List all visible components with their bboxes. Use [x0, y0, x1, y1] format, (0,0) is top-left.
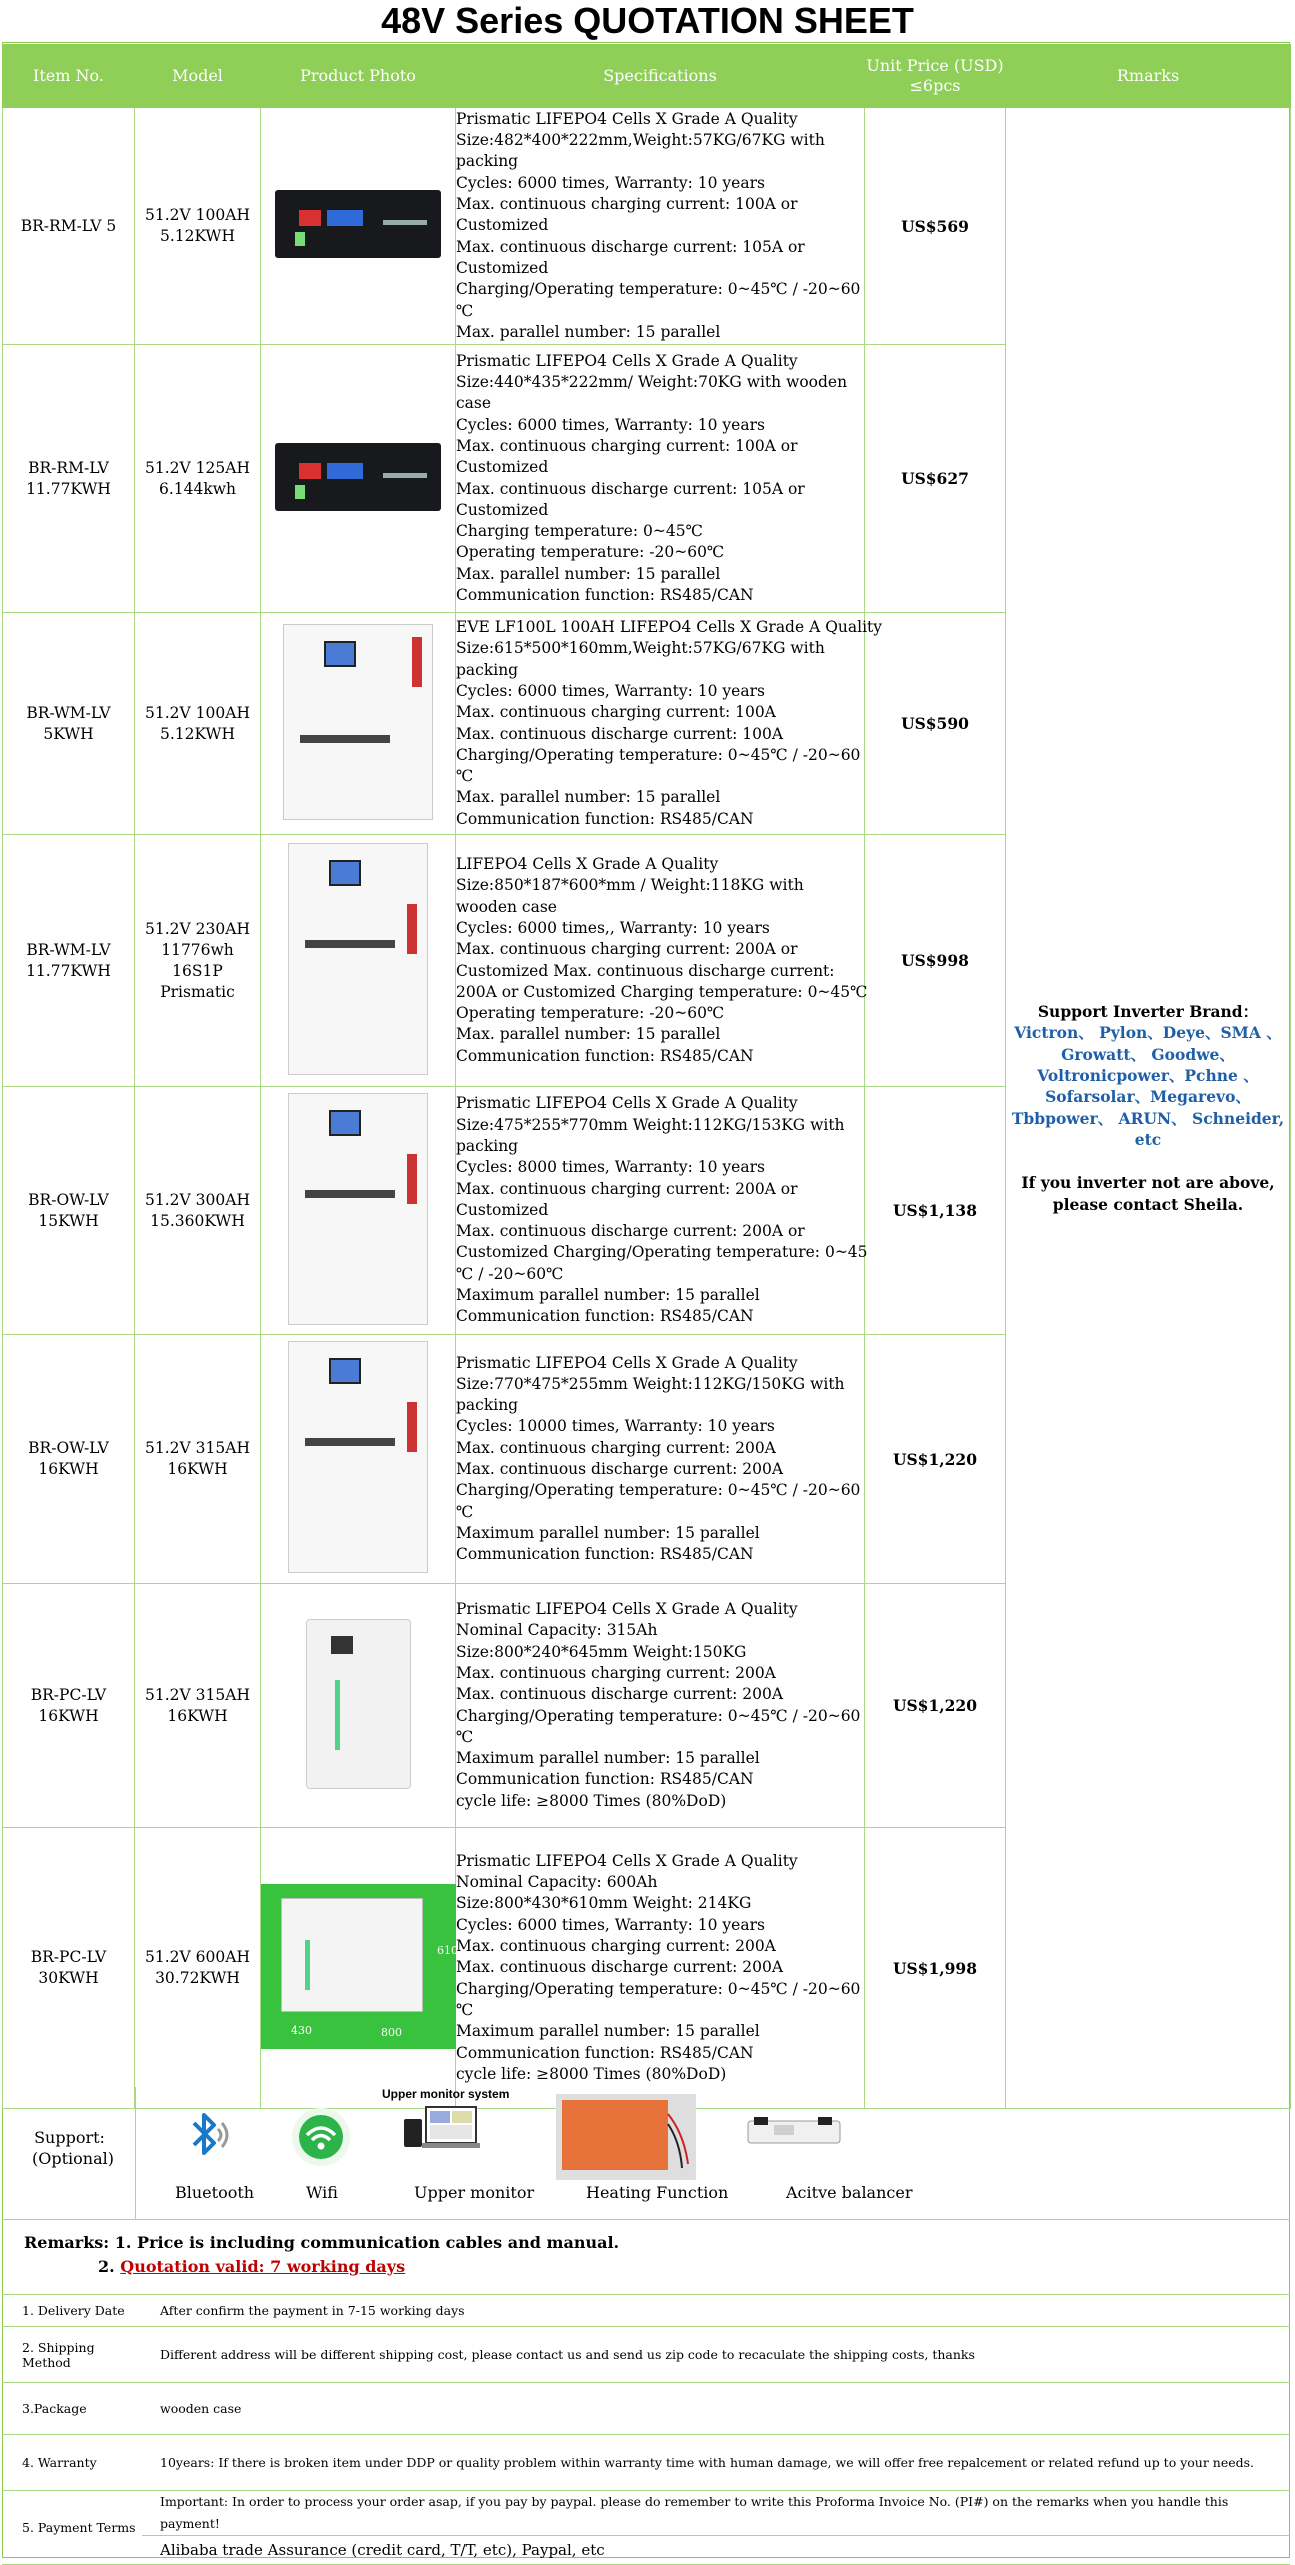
rack-battery-icon — [275, 443, 441, 511]
spec-line: Max. continuous charging current: 100A — [456, 703, 776, 722]
spec-line: Max. continuous discharge current: 200A or — [456, 1222, 805, 1241]
spec-line: Communication function: RS485/CAN — [456, 1545, 754, 1564]
spec-line: Max. continuous charging current: 200A — [456, 1663, 776, 1682]
spec-line: Prismatic LIFEPO4 Cells X Grade A Quality — [456, 1851, 798, 1870]
specifications-cell — [456, 1584, 865, 1828]
term-row-package — [2, 2383, 1290, 2435]
unit-price-cell: US$1,220 — [865, 1335, 1006, 1584]
bluetooth-icon — [180, 2107, 230, 2171]
spec-line: Max. continuous discharge current: 200A — [456, 1958, 784, 1977]
spec-line: Max. continuous charging current: 200A — [456, 1937, 776, 1956]
spec-line: Charging/Operating temperature: 0~45℃ / -20~60 — [456, 280, 861, 299]
model-cell: 51.2V 315AH 16KWH — [135, 1584, 261, 1828]
term-row-delivery — [2, 2295, 1290, 2327]
spec-line: Size:850*187*600*mm / Weight:118KG with — [456, 876, 804, 895]
remarks-section — [2, 2219, 1290, 2295]
inverter-brands: Support Inverter Brand：Victron、 Pylon、Deye、SMA 、Growatt、 Goodwe、 Voltronicpower、Pchne 、 Sofarsolar、Megarevo、 Tbbpower、 ARUN、 Schneider, etc — [1011, 1002, 1285, 1149]
spec-line: packing — [456, 660, 519, 679]
spec-line: Size:615*500*160mm,Weight:57KG/67KG with — [456, 639, 825, 658]
term-row-shipping — [2, 2327, 1290, 2383]
spec-line: Max. continuous discharge current: 100A — [456, 724, 784, 743]
support-caption-heating: Heating Function — [586, 2183, 729, 2202]
spec-line: Max. continuous charging current: 200A or — [456, 1179, 798, 1198]
support-divider — [135, 2087, 136, 2219]
spec-line: Max. parallel number: 15 parallel — [456, 788, 721, 807]
spec-line: case — [456, 394, 492, 413]
support-section — [2, 2087, 1290, 2220]
spec-line: Size:482*400*222mm,Weight:57KG/67KG with — [456, 131, 825, 150]
item-no-cell: BR-PC-LV 30KWH — [3, 1828, 135, 2109]
term-key: 4. Warranty — [2, 2435, 142, 2491]
spec-line: Charging temperature: 0~45℃ — [456, 522, 703, 541]
model-cell: 51.2V 230AH 11776wh 16S1P Prismatic — [135, 835, 261, 1087]
spec-line: Nominal Capacity: 315Ah — [456, 1621, 658, 1640]
spec-line: Max. parallel number: 15 parallel — [456, 564, 721, 583]
header-item-no: Item No. — [3, 45, 135, 108]
spec-line: Max. continuous discharge current: 105A or — [456, 237, 805, 256]
spec-line: Max. parallel number: 15 parallel — [456, 1025, 721, 1044]
item-no-cell: BR-WM-LV 5KWH — [3, 613, 135, 835]
spec-line: Size:770*475*255mm Weight:112KG/150KG with — [456, 1374, 845, 1393]
heating-pad-icon — [556, 2094, 696, 2184]
term-value: 10years: If there is broken item under DDP or quality problem within warranty time with human damage, we will offer free repalcement or related refund up to your needs. — [142, 2435, 1290, 2491]
table-header-row — [3, 45, 1291, 108]
photo-width-label: 430 — [291, 2023, 312, 2037]
page-title: 48V Series QUOTATION SHEET — [381, 0, 914, 41]
spec-line: Size:800*240*645mm Weight:150KG — [456, 1642, 747, 1661]
wall-battery-icon — [283, 624, 433, 820]
spec-line: Max. continuous charging current: 200A or — [456, 940, 798, 959]
tall-battery-icon — [288, 1341, 428, 1573]
remark-line-1: Remarks: 1. Price is including communication cables and manual. — [24, 2233, 620, 2252]
product-photo-cell — [261, 613, 456, 835]
spec-line: Charging/Operating temperature: 0~45℃ / -20~60 — [456, 1481, 861, 1500]
model-cell: 51.2V 100AH 5.12KWH — [135, 108, 261, 345]
product-photo-cell — [261, 1335, 456, 1584]
photo-height-label: 610 — [437, 1943, 458, 1957]
model-cell: 51.2V 100AH 5.12KWH — [135, 613, 261, 835]
term-value: After confirm the payment in 7-15 working days — [142, 2295, 1290, 2327]
term-value: wooden case — [142, 2383, 1290, 2435]
spec-line: Prismatic LIFEPO4 Cells X Grade A Quality — [456, 351, 798, 370]
spec-line: ℃ / -20~60℃ — [456, 1264, 564, 1283]
specifications-cell — [456, 1828, 865, 2109]
spec-line: Customized — [456, 500, 549, 519]
spec-line: Max. continuous discharge current: 200A — [456, 1460, 784, 1478]
header-remarks: Rmarks — [1006, 45, 1291, 108]
support-label: Support: (Optional) — [32, 2128, 114, 2168]
spec-line: ℃ — [456, 1502, 474, 1521]
support-caption-upper-monitor: Upper monitor — [414, 2183, 535, 2202]
spec-line: EVE LF100L 100AH LIFEPO4 Cells X Grade A Quality — [456, 618, 883, 637]
unit-price-cell: US$569 — [865, 108, 1006, 345]
spec-line: Size:800*430*610mm Weight: 214KG — [456, 1894, 752, 1913]
specifications-cell — [456, 108, 865, 345]
spec-line: Max. continuous charging current: 100A or — [456, 195, 798, 214]
spec-line: Communication function: RS485/CAN — [456, 1046, 754, 1065]
balancer-board-icon — [744, 2107, 844, 2159]
header-specifications: Specifications — [456, 45, 865, 108]
spec-line: Cycles: 6000 times,, Warranty: 10 years — [456, 918, 770, 937]
spec-line: Operating temperature: -20~60℃ — [456, 1004, 725, 1023]
term-key: 5. Payment Terms — [2, 2491, 142, 2565]
laptop-monitor-icon — [382, 2087, 509, 2177]
unit-price-cell: US$998 — [865, 835, 1006, 1087]
product-photo-cell — [261, 1087, 456, 1335]
spec-line: Customized — [456, 216, 549, 235]
spec-line: Customized — [456, 458, 549, 477]
payment-note: Important: In order to process your order asap, if you pay by paypal. please do remember to write this Proforma Invoice No. (PI#) on the remarks when you handle this payment! — [160, 2494, 1229, 2531]
header-model: Model — [135, 45, 261, 108]
spec-line: Cycles: 6000 times, Warranty: 10 years — [456, 681, 765, 700]
specifications-cell — [456, 1335, 865, 1584]
spec-line: Cycles: 10000 times, Warranty: 10 years — [456, 1417, 775, 1436]
spec-line: wooden case — [456, 897, 557, 916]
rack-battery-icon — [275, 190, 441, 258]
spec-line: Max. continuous charging current: 100A or — [456, 436, 798, 455]
term-key: 1. Delivery Date — [2, 2295, 142, 2327]
specifications-cell — [456, 345, 865, 613]
spec-line: Customized Charging/Operating temperature: 0~45 — [456, 1243, 868, 1262]
item-no-cell: BR-WM-LV 11.77KWH — [3, 835, 135, 1087]
spec-line: Prismatic LIFEPO4 Cells X Grade A Quality — [456, 1353, 798, 1372]
unit-price-cell: US$1,138 — [865, 1087, 1006, 1335]
product-photo-cell — [261, 1828, 456, 2109]
spec-line: Maximum parallel number: 15 parallel — [456, 1749, 760, 1768]
terms-table — [2, 2294, 1290, 2565]
item-no-cell: BR-RM-LV 5 — [3, 108, 135, 345]
product-row — [3, 108, 1291, 345]
item-no-cell: BR-OW-LV 15KWH — [3, 1087, 135, 1335]
spec-line: Customized Max. continuous discharge current: — [456, 961, 835, 980]
spec-line: Cycles: 8000 times, Warranty: 10 years — [456, 1158, 765, 1177]
tall-battery-icon — [288, 1093, 428, 1325]
spec-line: Customized — [456, 1200, 549, 1219]
spec-line: Charging/Operating temperature: 0~45℃ / -20~60 — [456, 1979, 861, 1998]
spec-line: Communication function: RS485/CAN — [456, 809, 754, 828]
spec-line: Communication function: RS485/CAN — [456, 1770, 754, 1789]
term-row-warranty — [2, 2435, 1290, 2491]
spec-line: packing — [456, 1136, 519, 1155]
payment-methods: Alibaba trade Assurance (credit card, T/T, etc), Paypal, etc — [142, 2535, 1290, 2564]
model-cell: 51.2V 125AH 6.144kwh — [135, 345, 261, 613]
spec-line: Cycles: 6000 times, Warranty: 10 years — [456, 1915, 765, 1934]
item-no-cell: BR-OW-LV 16KWH — [3, 1335, 135, 1584]
header-product-photo: Product Photo — [261, 45, 456, 108]
spec-line: Maximum parallel number: 15 parallel — [456, 2022, 760, 2041]
spec-line: ℃ — [456, 1727, 474, 1746]
tall-battery-icon — [288, 843, 428, 1075]
spec-line: Maximum parallel number: 15 parallel — [456, 1523, 760, 1542]
unit-price-cell: US$1,998 — [865, 1828, 1006, 2109]
spec-line: Max. parallel number: 15 parallel — [456, 322, 721, 341]
remark-line-2: 2. Quotation valid: 7 working days — [98, 2257, 406, 2276]
unit-price-cell: US$627 — [865, 345, 1006, 613]
header-unit-price: Unit Price (USD) ≤6pcs — [865, 45, 1006, 108]
spec-line: Prismatic LIFEPO4 Cells X Grade A Quality — [456, 109, 798, 128]
term-key: 2. Shipping Method — [2, 2327, 142, 2383]
unit-price-cell: US$590 — [865, 613, 1006, 835]
spec-line: packing — [456, 152, 519, 171]
spec-line: Communication function: RS485/CAN — [456, 585, 754, 604]
inverter-note: If you inverter not are above, please contact Sheila. — [1021, 1173, 1275, 1214]
specifications-cell — [456, 613, 883, 835]
product-photo-cell — [261, 1584, 456, 1828]
model-cell: 51.2V 300AH 15.360KWH — [135, 1087, 261, 1335]
product-photo-cell — [261, 345, 456, 613]
quotation-valid-link[interactable]: Quotation valid: 7 working days — [120, 2257, 406, 2276]
term-value — [142, 2491, 1290, 2565]
spec-line: Prismatic LIFEPO4 Cells X Grade A Quality — [456, 1094, 798, 1113]
spec-line: Size:475*255*770mm Weight:112KG/153KG with — [456, 1115, 845, 1134]
model-cell: 51.2V 315AH 16KWH — [135, 1335, 261, 1584]
wifi-icon — [291, 2107, 351, 2171]
spec-line: Charging/Operating temperature: 0~45℃ / -20~60 — [456, 1706, 861, 1725]
spec-line: ℃ — [456, 2000, 474, 2019]
spec-line: ℃ — [456, 301, 474, 320]
spec-line: Maximum parallel number: 15 parallel — [456, 1286, 760, 1305]
spec-line: Operating temperature: -20~60℃ — [456, 543, 725, 562]
spec-line: Size:440*435*222mm/ Weight:70KG with wooden — [456, 373, 848, 392]
spec-line: packing — [456, 1396, 519, 1415]
photo-depth-label: 800 — [381, 2025, 402, 2039]
support-caption-bluetooth: Bluetooth — [175, 2183, 255, 2202]
product-photo-cell — [261, 108, 456, 345]
spec-line: 200A or Customized Charging temperature: 0~45℃ — [456, 982, 868, 1001]
spec-line: Max. continuous charging current: 200A — [456, 1438, 776, 1457]
remarks-cell — [1006, 108, 1291, 2109]
model-cell: 51.2V 600AH 30.72KWH — [135, 1828, 261, 2109]
term-row-payment — [2, 2491, 1290, 2565]
spec-line: Prismatic LIFEPO4 Cells X Grade A Quality — [456, 1600, 798, 1619]
spec-line: Customized — [456, 258, 549, 277]
term-value: Different address will be different shipping cost, please contact us and send us zip code to recaculate the shipping costs, thanks — [142, 2327, 1290, 2383]
support-caption-balancer: Acitve balancer — [786, 2183, 913, 2202]
spec-line: Communication function: RS485/CAN — [456, 2043, 754, 2062]
spec-line: cycle life: ≥8000 Times (80%DoD) — [456, 2064, 727, 2083]
specifications-cell — [456, 835, 868, 1087]
spec-line: Max. continuous discharge current: 200A — [456, 1685, 784, 1704]
spec-line: Max. continuous discharge current: 105A or — [456, 479, 805, 498]
item-no-cell: BR-PC-LV 16KWH — [3, 1584, 135, 1828]
term-key: 3.Package — [2, 2383, 142, 2435]
product-photo-cell — [261, 835, 456, 1087]
spec-line: Communication function: RS485/CAN — [456, 1307, 754, 1326]
spec-line: Cycles: 6000 times, Warranty: 10 years — [456, 415, 765, 434]
spec-line: Charging/Operating temperature: 0~45℃ / -20~60 — [456, 745, 861, 764]
quotation-table — [2, 44, 1291, 2109]
spec-line: Cycles: 6000 times, Warranty: 10 years — [456, 173, 765, 192]
upper-monitor-title: Upper monitor system — [382, 2087, 510, 2101]
spec-line: Nominal Capacity: 600Ah — [456, 1873, 658, 1892]
spec-line: ℃ — [456, 767, 474, 786]
spec-line: LIFEPO4 Cells X Grade A Quality — [456, 855, 719, 874]
support-caption-wifi: Wifi — [306, 2183, 338, 2202]
cabinet-battery-green-icon — [261, 1884, 456, 2049]
spec-line: cycle life: ≥8000 Times (80%DoD) — [456, 1791, 727, 1810]
item-no-cell: BR-RM-LV 11.77KWH — [3, 345, 135, 613]
cabinet-battery-icon — [306, 1619, 411, 1789]
specifications-cell — [456, 1087, 868, 1335]
unit-price-cell: US$1,220 — [865, 1584, 1006, 1828]
